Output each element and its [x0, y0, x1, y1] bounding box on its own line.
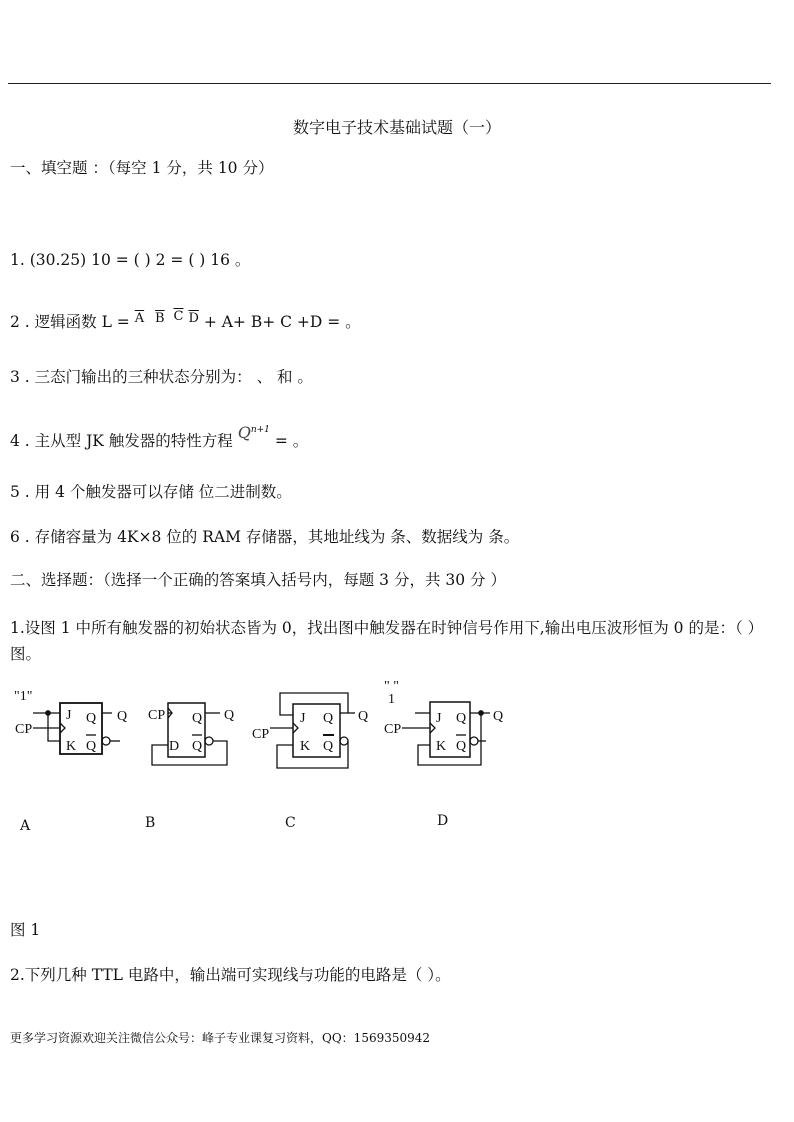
svg-text:Q: Q — [86, 739, 97, 754]
svg-text:CP: CP — [384, 722, 402, 737]
svg-text:Q: Q — [323, 739, 334, 754]
option-a-label: A — [20, 818, 31, 834]
q4-prefix: 4 . 主从型 JK 触发器的特性方程 — [10, 432, 238, 451]
q2-b-bar: B — [155, 311, 165, 326]
svg-text:Q: Q — [192, 711, 203, 726]
circuit-b — [148, 703, 234, 765]
svg-text:K: K — [66, 739, 77, 754]
question-5: 5 . 用 4 个触发器可以存储 位二进制数。 — [10, 483, 292, 501]
figure-caption: 图 1 — [10, 921, 41, 939]
svg-text:Q: Q — [192, 739, 203, 754]
svg-text:Q: Q — [493, 709, 504, 724]
svg-text:" ": " " — [384, 679, 399, 694]
circuit-d — [384, 679, 503, 765]
circuit-a — [14, 689, 127, 754]
q4-sup: n+1 — [250, 425, 270, 435]
svg-text:Q: Q — [358, 709, 369, 724]
svg-text:Q: Q — [323, 711, 334, 726]
footer-note: 更多学习资源欢迎关注微信公众号：峰子专业课复习资料，QQ：1569350942 — [10, 1031, 431, 1045]
svg-text:D: D — [169, 739, 180, 754]
option-b-label: B — [145, 815, 156, 831]
option-c-label: C — [285, 815, 296, 831]
svg-text:1: 1 — [388, 692, 395, 707]
svg-text:J: J — [66, 708, 72, 723]
input-1-label: "1" — [14, 689, 33, 704]
option-d-label: D — [437, 813, 449, 829]
choice-question-1: 1.设图 1 中所有触发器的初始状态皆为 0，找出图中触发器在时钟信号作用下,输出电压波形恒为 0 的是：（ ）图。 — [10, 619, 764, 663]
section-choice-heading: 二、选择题：（选择一个正确的答案填入括号内，每题 3 分，共 30 分 ） — [10, 571, 506, 589]
svg-text:Q: Q — [86, 711, 97, 726]
question-3: 3 . 三态门输出的三种状态分别为： 、 和 。 — [10, 368, 313, 386]
question-1: 1. (30.25) 10 = ( ) 2 = ( ) 16 。 — [10, 251, 251, 269]
cp-label: CP — [15, 722, 33, 737]
svg-text:CP: CP — [252, 727, 270, 742]
svg-text:Q: Q — [117, 709, 128, 724]
q4-symbol: Q — [237, 423, 251, 443]
section-fill-blank-heading: 一、填空题 ：（每空 1 分，共 10 分） — [10, 159, 274, 177]
page-title: 数字电子技术基础试题（一） — [292, 118, 501, 137]
svg-text:K: K — [300, 739, 311, 754]
q2-c-bar: C — [173, 309, 184, 324]
svg-text:Q: Q — [456, 711, 467, 726]
svg-text:J: J — [436, 711, 442, 726]
q2-d-bar: D — [188, 311, 199, 326]
q2-a-bar: A — [134, 311, 145, 326]
svg-text:Q: Q — [456, 739, 467, 754]
svg-text:CP: CP — [148, 708, 166, 723]
svg-text:Q: Q — [224, 708, 235, 723]
question-6: 6 . 存储容量为 4K×8 位的 RAM 存储器，其地址线为 条、数据线为 条。 — [10, 528, 520, 546]
q4-suffix: = 。 — [274, 432, 309, 451]
choice-question-2: 2.下列几种 TTL 电路中，输出端可实现线与功能的电路是（ ）。 — [10, 966, 451, 984]
svg-text:J: J — [300, 711, 306, 726]
circuit-c — [252, 693, 368, 768]
svg-text:K: K — [436, 739, 447, 754]
q2-suffix: + A+ B+ C +D = 。 — [203, 313, 361, 331]
q2-prefix: 2 . 逻辑函数 L = — [10, 313, 135, 331]
